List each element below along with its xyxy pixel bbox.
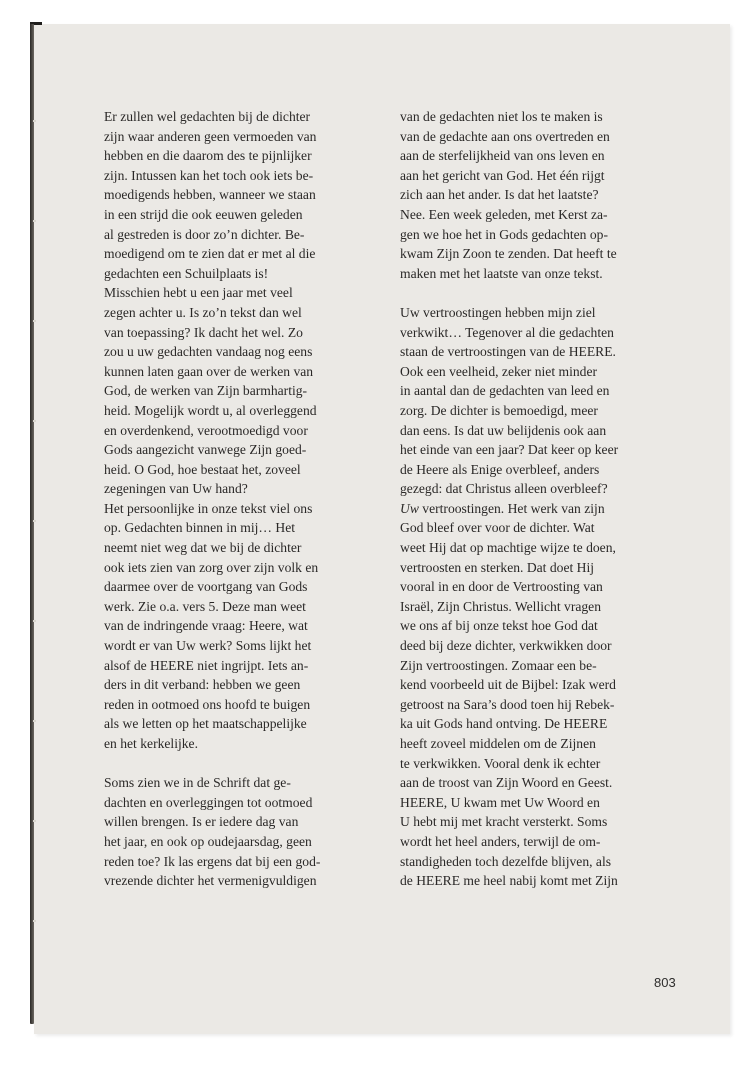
binding-stitch [33,720,36,722]
binding-edge [30,24,34,1024]
binding-stitch [33,420,36,422]
page-number: 803 [654,975,676,990]
binding-stitch [33,320,36,322]
binding-stitch [33,520,36,522]
binding-stitch [33,820,36,822]
spine-margin [0,0,30,1068]
text-column-right [400,107,700,891]
right-paragraph-part2: vertroostingen. Het werk van zijn God bleef over voor de dichter. Wat weet Hij dat op machtige wijze te doen, vertroosten en sterken. Dat doet Hij vooral in en door de Vertroosting van Israël, Zijn Christus. Wellicht vragen we ons af bij onze tekst hoe God dat deed bij deze dichter, verkwikken door Zijn vertroostingen. Zomaar een be- kend voorbeeld uit de Bijbel: Izak werd getroost na Sara’s dood toen hij Rebek- ka uit Gods hand ontving. De HEERE heeft zoveel middelen om de Zijnen te verkwikken. Vooral denk ik echter aan de troost van Zijn Woord en Geest. HEERE, U kwam met Uw Woord en U hebt mij met kracht versterkt. Soms wordt het heel anders, terwijl de om- standigheden toch dezelfde blijven, als de HEERE me heel nabij komt met Zijn [400,500,618,889]
binding-stitch [33,620,36,622]
right-paragraph-part1: van de gedachten niet los te maken is van de gedachte aan ons overtreden en aan de sterfelijkheid van ons leven en aan het gericht van God. Het één rijgt zich aan het ander. Is dat het laatste? Nee. Een week geleden, met Kerst za- gen we hoe het in Gods gedachten op- kwam Zijn Zoon te zenden. Dat heeft te maken met het laatste van onze tekst. Uw vertroostingen hebben mijn ziel verkwikt… Tegenover al die gedachten staan de vertroostingen van de HEERE. Ook een veelheid, zeker niet minder in aantal dan de gedachten van leed en zorg. De dichter is bemoedigd, meer dan eens. Is dat uw belijdenis ook aan het einde van een jaar? Dat keer op keer de Heere als Enige overbleef, anders gezegd: dat Christus alleen overbleef? [400,109,619,497]
italic-emphasis: Uw [400,500,419,516]
text-column-left: Er zullen wel gedachten bij de dichter zijn waar anderen geen vermoeden van hebben en die daarom des te pijnlijker zijn. Intussen kan het toch ook iets be- moedigends hebben, wanneer we staan in een strijd die ook eeuwen geleden al gestreden is door zo’n dichter. Be- moedigend om te zien dat er met al die gedachten een Schuilplaats is! Misschien hebt u een jaar met veel zegen achter u. Is zo’n tekst dan wel van toepassing? Ik dacht het wel. Zo zou u uw gedachten vandaag nog eens kunnen laten gaan over de werken van God, de werken van Zijn barmhartig- heid. Mogelijk wordt u, al overleggend en overdenkend, verootmoedigd voor Gods aangezicht vanwege Zijn goed- heid. O God, hoe bestaat het, zoveel zegeningen van Uw hand? Het persoonlijke in onze tekst viel ons op. Gedachten binnen in mij… Het neemt niet weg dat we bij de dichter ook iets zien van zorg over zijn volk en daarmee over de voortgang van Gods werk. Zie o.a. vers 5. Deze man weet van de indringende vraag: Heere, wat wordt er van Uw werk? Soms lijkt het alsof de HEERE niet ingrijpt. Iets an- ders in dit verband: hebben we geen reden in ootmoed ons hoofd te buigen als we letten op het maatschappelijke en het kerkelijke. Soms zien we in de Schrift dat ge- dachten en overleggingen tot ootmoed willen brengen. Is er iedere dag van het jaar, en ook op oudejaarsdag, geen reden toe? Ik las ergens dat bij een god- vrezende dichter het vermenigvuldigen [104,109,321,889]
binding-stitch [33,120,36,122]
binding-stitch [33,220,36,222]
binding-stitch [33,920,36,922]
